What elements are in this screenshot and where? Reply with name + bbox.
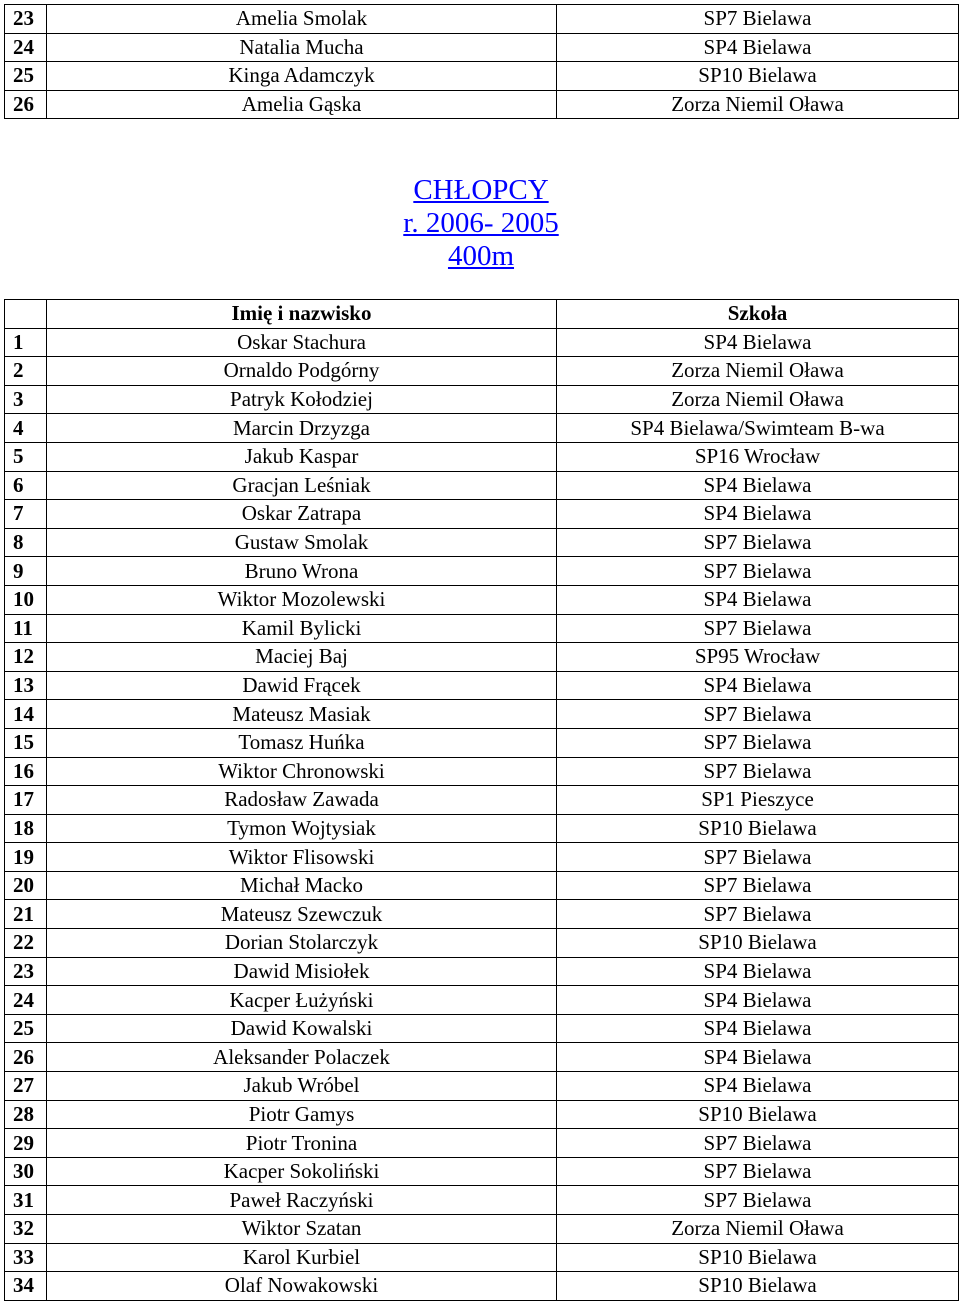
name-cell: Gracjan Leśniak (47, 471, 557, 500)
name-cell: Oskar Stachura (47, 328, 557, 357)
school-cell: Zorza Niemil Oława (557, 90, 959, 119)
table-row (5, 728, 959, 757)
school-cell: SP4 Bielawa (557, 1072, 959, 1101)
school-cell: SP10 Bielawa (557, 929, 959, 958)
header-school: Szkoła (557, 300, 959, 329)
table-row (5, 1072, 959, 1101)
school-cell: SP10 Bielawa (557, 1243, 959, 1272)
school-cell: SP4 Bielawa (557, 33, 959, 62)
school-cell: Zorza Niemil Oława (557, 385, 959, 414)
school-cell: SP7 Bielawa (557, 557, 959, 586)
place-cell: 11 (5, 614, 47, 643)
table-row (5, 1100, 959, 1129)
school-cell: SP10 Bielawa (557, 62, 959, 91)
school-cell: SP10 Bielawa (557, 1100, 959, 1129)
name-cell: Tymon Wojtysiak (47, 814, 557, 843)
name-cell: Jakub Wróbel (47, 1072, 557, 1101)
school-cell: SP4 Bielawa (557, 986, 959, 1015)
school-cell: SP10 Bielawa (557, 814, 959, 843)
place-cell: 33 (5, 1243, 47, 1272)
place-cell: 8 (5, 528, 47, 557)
table-row (5, 62, 959, 91)
place-cell: 24 (5, 986, 47, 1015)
table-row (5, 442, 959, 471)
place-cell: 23 (5, 5, 47, 34)
table-row (5, 871, 959, 900)
place-cell: 6 (5, 471, 47, 500)
school-cell: SP10 Bielawa (557, 1272, 959, 1301)
school-cell: Zorza Niemil Oława (557, 357, 959, 386)
table-row (5, 1272, 959, 1301)
school-cell: SP7 Bielawa (557, 871, 959, 900)
school-cell: SP1 Pieszyce (557, 786, 959, 815)
name-cell: Radosław Zawada (47, 786, 557, 815)
girls-results-table-continued (4, 4, 959, 119)
category-heading: CHŁOPCY (413, 174, 549, 206)
school-cell: SP7 Bielawa (557, 757, 959, 786)
table-row (5, 500, 959, 529)
name-cell: Aleksander Polaczek (47, 1043, 557, 1072)
table-row (5, 786, 959, 815)
name-cell: Wiktor Szatan (47, 1215, 557, 1244)
place-cell: 17 (5, 786, 47, 815)
table-row (5, 33, 959, 62)
name-cell: Amelia Gąska (47, 90, 557, 119)
table-row (5, 471, 959, 500)
name-cell: Dawid Kowalski (47, 1014, 557, 1043)
name-cell: Olaf Nowakowski (47, 1272, 557, 1301)
name-cell: Jakub Kaspar (47, 442, 557, 471)
table-row (5, 843, 959, 872)
table-row (5, 1014, 959, 1043)
place-cell: 26 (5, 90, 47, 119)
name-cell: Karol Kurbiel (47, 1243, 557, 1272)
place-cell: 20 (5, 871, 47, 900)
place-cell: 3 (5, 385, 47, 414)
table-row (5, 700, 959, 729)
place-cell: 31 (5, 1186, 47, 1215)
name-cell: Mateusz Masiak (47, 700, 557, 729)
school-cell: SP4 Bielawa (557, 471, 959, 500)
name-cell: Kinga Adamczyk (47, 62, 557, 91)
table-row (5, 328, 959, 357)
table-row (5, 557, 959, 586)
place-cell: 34 (5, 1272, 47, 1301)
girls-results-body (5, 5, 959, 119)
place-cell: 28 (5, 1100, 47, 1129)
school-cell: SP7 Bielawa (557, 528, 959, 557)
school-cell: SP7 Bielawa (557, 1186, 959, 1215)
place-cell: 15 (5, 728, 47, 757)
table-row (5, 671, 959, 700)
name-cell: Kacper Łużyński (47, 986, 557, 1015)
place-cell: 4 (5, 414, 47, 443)
place-cell: 25 (5, 62, 47, 91)
table-row (5, 414, 959, 443)
table-row (5, 5, 959, 34)
name-cell: Bruno Wrona (47, 557, 557, 586)
birth-years-heading: r. 2006- 2005 (403, 207, 559, 239)
school-cell: SP7 Bielawa (557, 700, 959, 729)
name-cell: Piotr Gamys (47, 1100, 557, 1129)
place-cell: 10 (5, 585, 47, 614)
school-cell: Zorza Niemil Oława (557, 1215, 959, 1244)
school-cell: SP95 Wrocław (557, 643, 959, 672)
table-row (5, 1043, 959, 1072)
table-row (5, 528, 959, 557)
place-cell: 12 (5, 643, 47, 672)
table-row (5, 1157, 959, 1186)
name-cell: Marcin Drzyzga (47, 414, 557, 443)
name-cell: Dawid Misiołek (47, 957, 557, 986)
place-cell: 14 (5, 700, 47, 729)
place-cell: 16 (5, 757, 47, 786)
place-cell: 22 (5, 929, 47, 958)
school-cell: SP7 Bielawa (557, 1157, 959, 1186)
name-cell: Piotr Tronina (47, 1129, 557, 1158)
table-row (5, 1129, 959, 1158)
header-name: Imię i nazwisko (47, 300, 557, 329)
school-cell: SP4 Bielawa (557, 585, 959, 614)
school-cell: SP7 Bielawa (557, 5, 959, 34)
name-cell: Dawid Frącek (47, 671, 557, 700)
place-cell: 25 (5, 1014, 47, 1043)
place-cell: 30 (5, 1157, 47, 1186)
place-cell: 1 (5, 328, 47, 357)
place-cell: 27 (5, 1072, 47, 1101)
school-cell: SP7 Bielawa (557, 900, 959, 929)
place-cell: 13 (5, 671, 47, 700)
table-row (5, 900, 959, 929)
name-cell: Dorian Stolarczyk (47, 929, 557, 958)
table-row (5, 1215, 959, 1244)
table-row (5, 1186, 959, 1215)
name-cell: Kamil Bylicki (47, 614, 557, 643)
table-header-row (5, 300, 959, 329)
boys-results-table (4, 299, 959, 1301)
table-row (5, 585, 959, 614)
place-cell: 5 (5, 442, 47, 471)
boys-results-body (5, 328, 959, 1300)
table-row (5, 1243, 959, 1272)
name-cell: Maciej Baj (47, 643, 557, 672)
school-cell: SP7 Bielawa (557, 614, 959, 643)
school-cell: SP16 Wrocław (557, 442, 959, 471)
name-cell: Amelia Smolak (47, 5, 557, 34)
school-cell: SP4 Bielawa (557, 1014, 959, 1043)
table-row (5, 385, 959, 414)
name-cell: Wiktor Chronowski (47, 757, 557, 786)
table-row (5, 357, 959, 386)
school-cell: SP4 Bielawa (557, 957, 959, 986)
name-cell: Oskar Zatrapa (47, 500, 557, 529)
name-cell: Michał Macko (47, 871, 557, 900)
name-cell: Wiktor Flisowski (47, 843, 557, 872)
place-cell: 21 (5, 900, 47, 929)
table-row (5, 957, 959, 986)
place-cell: 29 (5, 1129, 47, 1158)
school-cell: SP7 Bielawa (557, 843, 959, 872)
school-cell: SP4 Bielawa (557, 671, 959, 700)
place-cell: 23 (5, 957, 47, 986)
table-row (5, 614, 959, 643)
table-row (5, 90, 959, 119)
place-cell: 32 (5, 1215, 47, 1244)
name-cell: Natalia Mucha (47, 33, 557, 62)
name-cell: Patryk Kołodziej (47, 385, 557, 414)
school-cell: SP4 Bielawa (557, 328, 959, 357)
table-row (5, 986, 959, 1015)
table-row (5, 643, 959, 672)
school-cell: SP7 Bielawa (557, 728, 959, 757)
table-row (5, 929, 959, 958)
name-cell: Paweł Raczyński (47, 1186, 557, 1215)
header-place (5, 300, 47, 329)
name-cell: Kacper Sokoliński (47, 1157, 557, 1186)
place-cell: 9 (5, 557, 47, 586)
name-cell: Gustaw Smolak (47, 528, 557, 557)
place-cell: 18 (5, 814, 47, 843)
place-cell: 7 (5, 500, 47, 529)
distance-heading: 400m (447, 240, 515, 272)
place-cell: 24 (5, 33, 47, 62)
table-row (5, 757, 959, 786)
place-cell: 26 (5, 1043, 47, 1072)
name-cell: Wiktor Mozolewski (47, 585, 557, 614)
school-cell: SP4 Bielawa (557, 1043, 959, 1072)
name-cell: Ornaldo Podgórny (47, 357, 557, 386)
name-cell: Mateusz Szewczuk (47, 900, 557, 929)
school-cell: SP4 Bielawa/Swimteam B-wa (557, 414, 959, 443)
place-cell: 19 (5, 843, 47, 872)
school-cell: SP7 Bielawa (557, 1129, 959, 1158)
table-row (5, 814, 959, 843)
name-cell: Tomasz Huńka (47, 728, 557, 757)
school-cell: SP4 Bielawa (557, 500, 959, 529)
place-cell: 2 (5, 357, 47, 386)
